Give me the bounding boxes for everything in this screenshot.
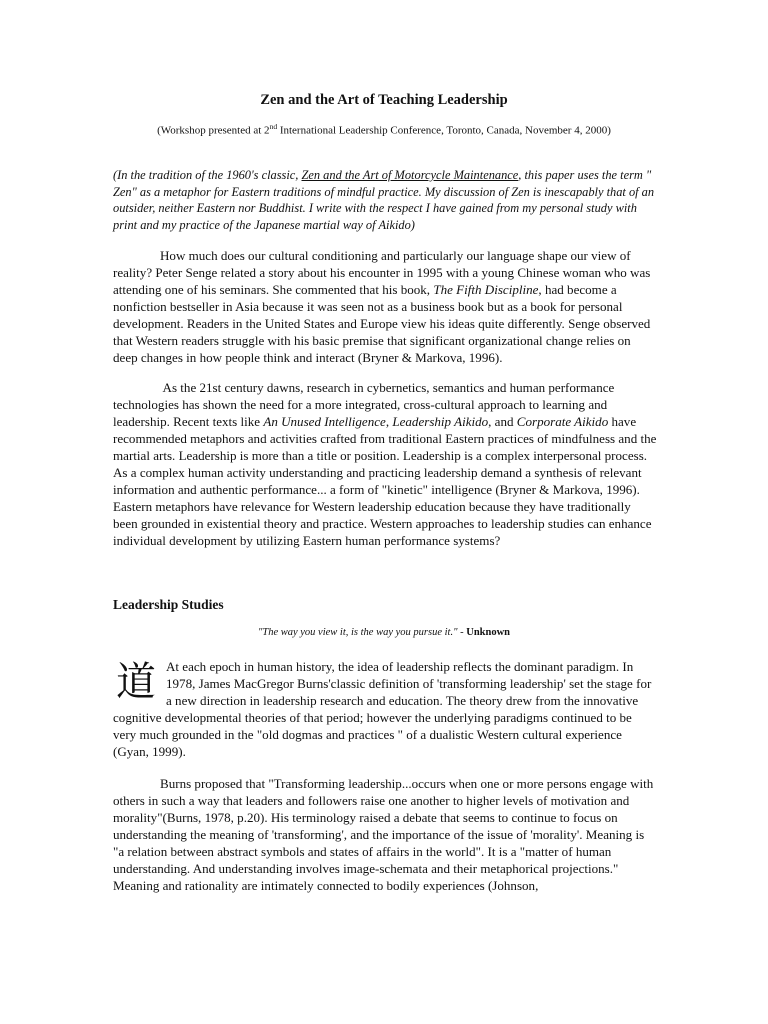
- paragraph-2: [113, 379, 658, 549]
- para1-text-a: How much does our cultural conditioning and particularly our language shape our view of reality? Peter Senge related a story about his encounter in 1995 with a young Chinese woman who was attending one of his seminars. She commented that his book,: [113, 248, 651, 297]
- para1-text-b: , had become a nonfiction bestseller in Asia because it was seen not as a business book but as a book for personal development. Readers in the United States and Europe view his ideas quite differently. Senge observed that Western readers struggle with his basic premise that significant organizational change relies on deep changes in how people think and interact (Bryner & Markova, 1996).: [113, 282, 651, 365]
- para2-text-a: As the 21st century dawns, research in cybernetics, semantics and human performance technologies has shown the need for a more integrated, cross-cultural approach to learning and leadership. Recent texts like: [113, 380, 615, 429]
- intro-post: , this paper uses the term " Zen" as a metaphor for Eastern traditions of mindful practice. My discussion of Zen is inescapably that of an outsider, neither Eastern nor Buddhist. I write with the respect I have gained from my personal study with print and my practice of the Japanese martial way of Aikido): [113, 168, 655, 232]
- subtitle-superscript: nd: [269, 122, 278, 131]
- para3-text: At each epoch in human history, the idea of leadership reflects the dominant paradigm. In 1978, James MacGregor Burns'classic definition of 'transforming leadership' set the stage for a new direction in leadership research and education. The theory drew from the innovative cognitive developmental theories of that period; however the underlying paradigms continued to be very much grounded in the "old dogmas and practices " of a dualistic Western cultural experience (Gyan, 1999).: [113, 659, 652, 759]
- para2-separator-1: ,: [385, 414, 393, 429]
- paragraph-4: [113, 775, 658, 894]
- para4-text: Burns proposed that "Transforming leadership...occurs when one or more persons engage with others in such a way that leaders and followers raise one another to higher levels of motivation and morality"(Burns, 1978, p.20). His terminology raised a debate that seems to continue to focus on understanding the meaning of 'transforming', and the importance of the issue of 'morality'. Meaning is "a relation between abstract symbols and states of affairs in the world". It is a "matter of human understanding. And understanding involves image-schemata and their metaphorical projections." Meaning and rationality are intimately connected to bodily experiences (Johnson,: [113, 776, 654, 893]
- quote-text: "The way you view it, is the way you pursue it.": [257, 627, 458, 638]
- quote-author: Unknown: [466, 627, 511, 638]
- para2-text-b: have recommended metaphors and activities crafted from traditional Eastern practices of mindfulness and the martial arts. Leadership is more than a title or position. Leadership is a complex interpersonal process. As a complex human activity understanding and practicing leadership demand a synthesis of relevant information and authentic performance... a form of "kinetic" intelligence (Bryner & Markova, 1996). Eastern metaphors have relevance for Western leadership education because they have traditionally been grounded in existential theory and practice. Western approaches to leadership studies can enhance individual development by utilizing Eastern human performance systems?: [113, 414, 657, 548]
- para2-separator-2: , and: [488, 414, 517, 429]
- epigraph-quote: [0, 627, 768, 638]
- para2-book-title-2: Leadership Aikido: [392, 414, 489, 429]
- quote-dash: -: [457, 627, 467, 638]
- document-subtitle: [0, 122, 768, 137]
- paragraph-3: [113, 658, 658, 760]
- intro-note: [113, 167, 658, 233]
- paragraph-1: [113, 247, 658, 366]
- section-heading: Leadership Studies: [113, 597, 224, 612]
- para2-book-title-3: Corporate Aikido: [516, 414, 609, 429]
- para1-book-title: The Fifth Discipline: [433, 282, 539, 297]
- subtitle-post: International Leadership Conference, Toronto, Canada, November 4, 2000): [277, 124, 611, 137]
- intro-pre: (In the tradition of the 1960's classic,: [113, 168, 302, 182]
- dao-glyph-text: 道: [116, 659, 156, 703]
- document-title: Zen and the Art of Teaching Leadership: [260, 92, 508, 108]
- para2-book-title-1: An Unused Intelligence: [263, 414, 386, 429]
- intro-book-title: Zen and the Art of Motorcycle Maintenance: [301, 168, 519, 182]
- subtitle-pre: (Workshop presented at 2: [157, 124, 270, 137]
